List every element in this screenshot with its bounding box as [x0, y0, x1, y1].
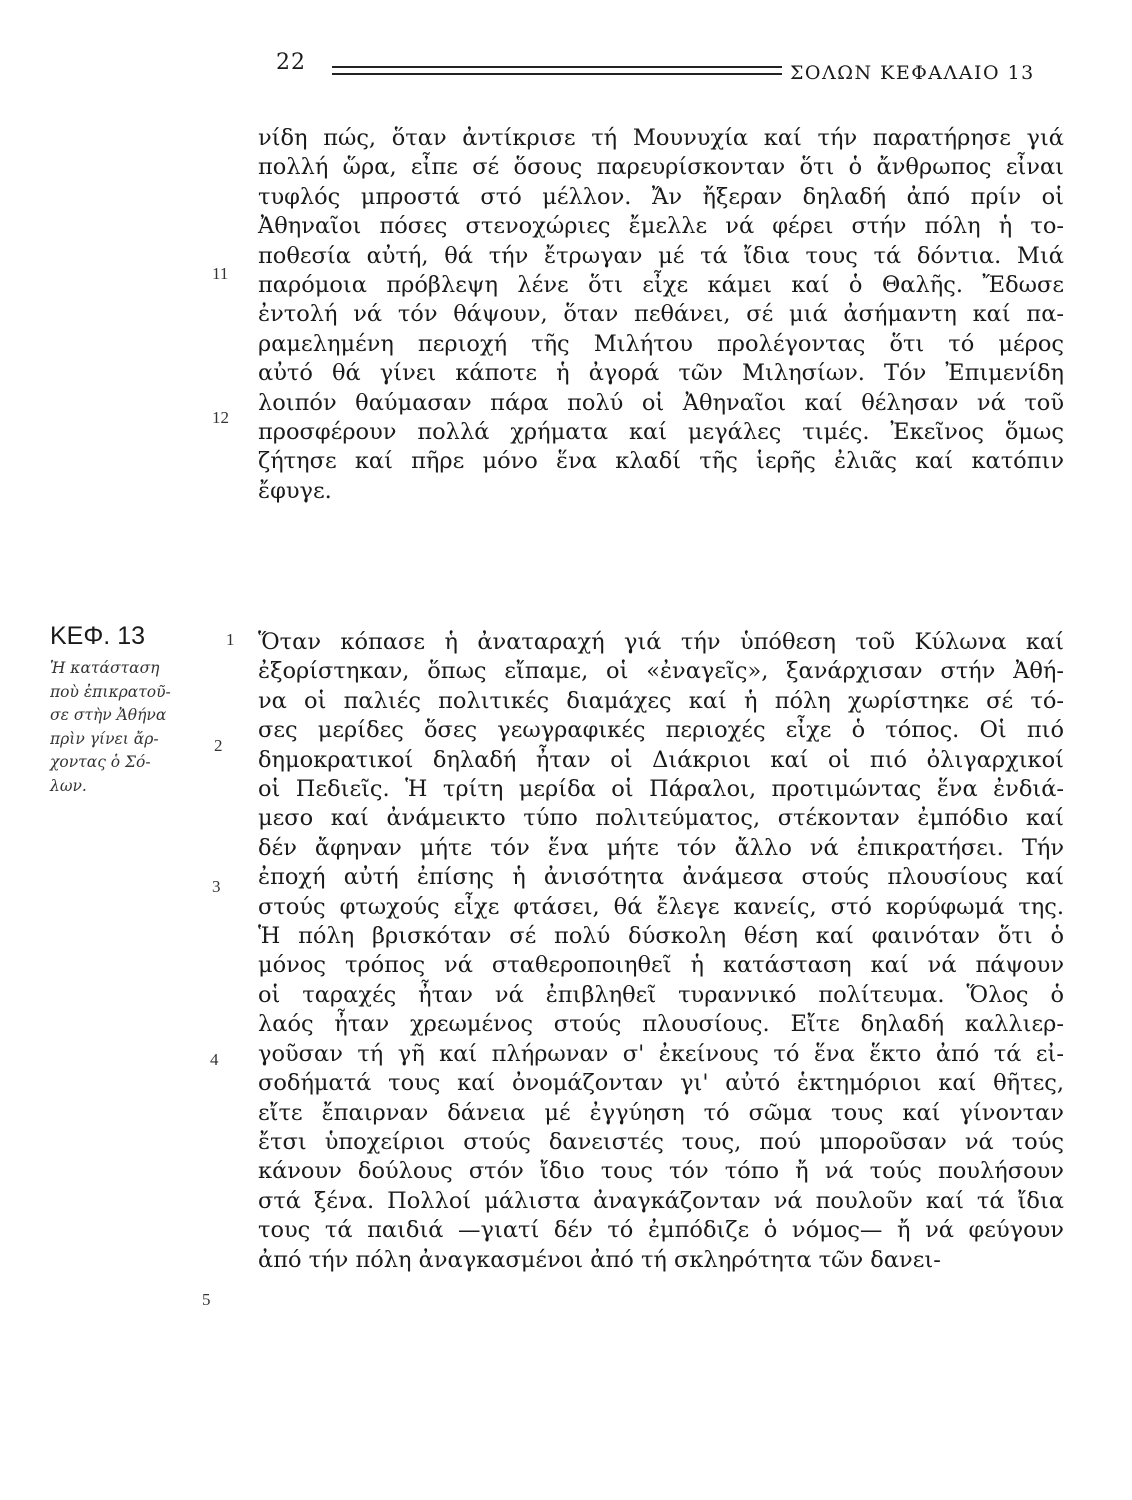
text-line: οἱ Πεδιεῖς. Ἡ τρίτη μερίδα οἱ Πάραλοι, προτιμώντας ἕνα ἐνδιά-: [258, 776, 1064, 803]
text-line: ἔτσι ὑποχείριοι στούς δανειστές τους, πού μποροῦσαν νά τούς: [258, 1128, 1064, 1155]
paragraph-continued: [258, 124, 1064, 506]
text-line: δημοκρατικοί δηλαδή ἦταν οἱ Διάκριοι καί οἱ πιό ὀλιγαρχικοί: [258, 746, 1064, 773]
text-line: τυφλός μπροστά στό μέλλον. Ἄν ἤξεραν δηλαδή ἀπό πρίν οἱ: [258, 183, 1064, 210]
chapter-sidenote: [50, 657, 210, 798]
sidenote-line: ποὺ ἐπικρατοῦ-: [50, 682, 171, 701]
text-line: σοδήματά τους καί ὀνομάζονταν γι' αὐτό ἑκτημόριοι καί θῆτες,: [258, 1070, 1064, 1097]
text-line: μεσο καί ἀνάμεικτο τύπο πολιτεύματος, στέκονταν ἐμπόδιο καί: [258, 805, 1064, 832]
text-line: λοιπόν θαύμασαν πάρα πολύ οἱ Ἀθηναῖοι καί θέλησαν νά τοῦ: [258, 389, 1064, 416]
margin-number-4: 4: [210, 1050, 219, 1069]
text-line: Ἀθηναῖοι πόσες στενοχώριες ἔμελλε νά φέρει στήν πόλη ἡ το-: [258, 213, 1064, 240]
text-line: τους τά παιδιά —γιατί δέν τό ἐμπόδιζε ὁ νόμος— ἤ νά φεύγουν: [258, 1217, 1064, 1244]
text-line: ἐντολή νά τόν θάψουν, ὅταν πεθάνει, σέ μιά ἀσήμαντη καί πα-: [258, 301, 1064, 328]
text-line: ζήτησε καί πῆρε μόνο ἕνα κλαδί τῆς ἱερῆς ἐλιᾶς καί κατόπιν: [258, 448, 1064, 475]
text-line: λαός ἦταν χρεωμένος στούς πλουσίους. Εἴτε δηλαδή καλλιερ-: [258, 1011, 1064, 1038]
sidenote-line: σε στὴν Ἀθήνα: [50, 706, 167, 724]
text-line: αὐτό θά γίνει κάποτε ἡ ἀγορά τῶν Μιλησίων. Τόν Ἐπιμενίδη: [258, 360, 1064, 387]
text-line: κάνουν δούλους στόν ἴδιο τους τόν τόπο ἤ νά τούς πουλήσουν: [258, 1158, 1064, 1185]
margin-number-5: 5: [202, 1290, 211, 1309]
text-line: στούς φτωχούς εἶχε φτάσει, θά ἔλεγε κανείς, στό κορύφωμά της.: [258, 893, 1064, 920]
header-rule: [332, 66, 782, 75]
sidenote-line: λων.: [50, 776, 87, 795]
sidenote-line: πρὶν γίνει ἄρ-: [50, 729, 159, 748]
text-line: στά ξένα. Πολλοί μάλιστα ἀναγκάζονταν νά πουλοῦν καί τά ἴδια: [258, 1187, 1064, 1214]
text-line: εἴτε ἔπαιρναν δάνεια μέ ἐγγύηση τό σῶμα τους καί γίνονταν: [258, 1099, 1064, 1126]
sidenote-line: χοντας ὁ Σό-: [50, 753, 151, 771]
margin-number-11: 11: [212, 264, 229, 283]
text-line: ἀπό τήν πόλη ἀναγκασμένοι ἀπό τή σκληρότητα τῶν δανει-: [258, 1246, 941, 1273]
chapter-label: ΚΕΦ. 13: [50, 622, 145, 650]
page-number: 22: [276, 50, 306, 75]
text-line: γοῦσαν τή γῆ καί πλήρωναν σ' ἐκείνους τό ἕνα ἕκτο ἀπό τά εἰ-: [258, 1040, 1064, 1067]
text-line: ἐποχή αὐτή ἐπίσης ἡ ἀνισότητα ἀνάμεσα στούς πλουσίους καί: [258, 864, 1064, 891]
text-line: ραμελημένη περιοχή τῆς Μιλήτου προλέγοντας ὅτι τό μέρος: [258, 330, 1064, 357]
text-line: ποθεσία αὐτή, θά τήν ἔτρωγαν μέ τά ἴδια τους τά δόντια. Μιά: [258, 242, 1064, 269]
margin-number-1: 1: [226, 630, 235, 649]
text-line: σες μερίδες ὅσες γεωγραφικές περιοχές εἶχε ὁ τόπος. Οἱ πιό: [258, 717, 1064, 744]
text-line: μόνος τρόπος νά σταθεροποιηθεῖ ἡ κατάσταση καί νά πάψουν: [258, 952, 1064, 979]
text-line: Ἡ πόλη βρισκόταν σέ πολύ δύσκολη θέση καί φαινόταν ὅτι ὁ: [258, 923, 1064, 950]
sidenote-line: Ἡ κατάσταση: [50, 659, 160, 677]
text-line: οἱ ταραχές ἦταν νά ἐπιβληθεῖ τυραννικό πολίτευμα. Ὅλος ὁ: [258, 981, 1064, 1008]
paragraph-chapter-13: [258, 628, 1064, 1275]
text-line: πολλή ὥρα, εἶπε σέ ὅσους παρευρίσκονταν ὅτι ὁ ἄνθρωπος εἶναι: [258, 154, 1064, 181]
text-line: δέν ἄφηναν μήτε τόν ἕνα μήτε τόν ἄλλο νά ἐπικρατήσει. Τήν: [258, 834, 1064, 861]
text-line: Ὅταν κόπασε ἡ ἀναταραχή γιά τήν ὑπόθεση τοῦ Κύλωνα καί: [258, 629, 1064, 655]
running-title: ΣΟΛΩΝ ΚΕΦΑΛΑΙΟ 13: [790, 62, 1035, 84]
text-line: νίδη πώς, ὅταν ἀντίκρισε τή Μουνυχία καί τήν παρατήρησε γιά: [258, 125, 1064, 151]
text-line: προσφέρουν πολλά χρήματα καί μεγάλες τιμές. Ἐκεῖνος ὅμως: [258, 419, 1064, 446]
margin-number-12: 12: [212, 408, 229, 427]
margin-number-2: 2: [214, 736, 223, 755]
text-line: ἔφυγε.: [258, 477, 332, 504]
text-line: ἐξορίστηκαν, ὅπως εἴπαμε, οἱ «ἐναγεῖς», ξανάρχισαν στήν Ἀθή-: [258, 658, 1064, 685]
margin-number-3: 3: [212, 877, 221, 896]
text-line: παρόμοια πρόβλεψη λένε ὅτι εἶχε κάμει καί ὁ Θαλῆς. Ἔδωσε: [258, 272, 1064, 299]
text-line: να οἱ παλιές πολιτικές διαμάχες καί ἡ πόλη χωρίστηκε σέ τό-: [258, 687, 1064, 714]
